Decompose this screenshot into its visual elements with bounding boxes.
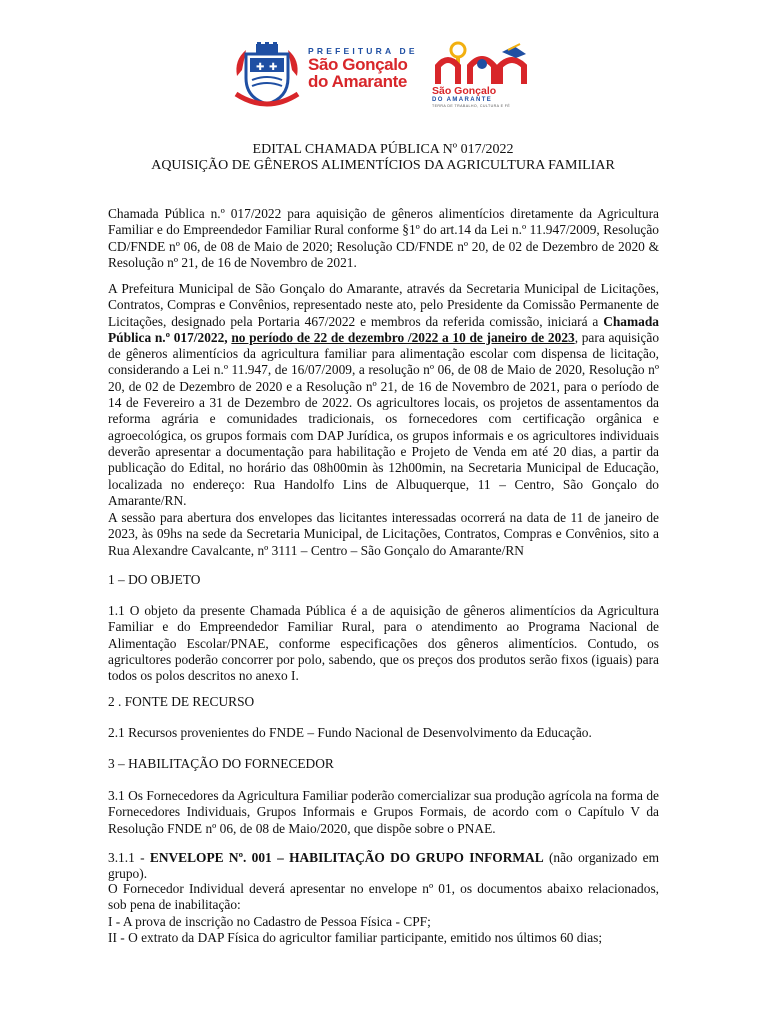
header-logos [232,40,532,112]
objeto-paragraph: 1.1 O objeto da presente Chamada Pública é a de aquisição de gêneros alimentícios da Agricultura Familiar e do Empreendedor Familiar Rural, para o atendimento ao Programa Nacional de Alimentação Escolar/PNAE, conforme especificações dos gêneros alimentícios. Contudo, os agricultores poderão concorrer por polo, sabendo, que os preços dos produtos serão fixos (iguais) para todos os polos descritos no anexo I. [108,603,659,684]
envelope-title: ENVELOPE Nº. 001 – HABILITAÇÃO DO GRUPO INFORMAL [149,850,544,865]
announcement-paragraph [108,281,659,509]
section-heading-habilitacao: 3 – HABILITAÇÃO DO FORNECEDOR [108,756,334,771]
announcement-text-a: A Prefeitura Municipal de São Gonçalo do Amarante, através da Secretaria Municipal de Licitações, Contratos, Compras e Convênios, representado neste ato, pelo Presidente da Comissão Permanente de Licitações, designado pela Portaria 467/2022 e membros da referida comissão, iniciará a [108,281,659,329]
city-name-line1: São Gonçalo [308,55,408,74]
emblem-tagline: TERRA DE TRABALHO, CULTURA E FÉ [432,104,511,108]
edital-subtitle: AQUISIÇÃO DE GÊNEROS ALIMENTÍCIOS DA AGRICULTURA FAMILIAR [151,158,615,173]
section-heading-fonte: 2 . FONTE DE RECURSO [108,694,255,709]
requirement-item-1: I - A prova de inscrição no Cadastro de Pessoa Física - CPF; [108,914,431,929]
envelope-heading [108,850,659,883]
envelope-number: 3.1.1 - [108,850,150,865]
city-name-line2: do Amarante [308,72,407,91]
city-coat-of-arms-icon [232,42,302,110]
requirement-item-2: II - O extrato da DAP Física do agricultor familiar participante, emitido nos últimos 60 dias; [108,930,603,945]
intro-paragraph: Chamada Pública n.º 017/2022 para aquisição de gêneros alimentícios diretamente da Agricultura Familiar e do Empreendedor Familiar Rural conforme §1º do art.14 da Lei n.º 11.947/2009, Resolução CD/FNDE nº 06, de 08 de Maio de 2020; Resolução CD/FNDE nº 20, de 02 de Dezembro de 2020 & Resolução nº 21, de 16 de Novembro de 2021. [108,206,659,270]
habilitacao-paragraph: 3.1 Os Fornecedores da Agricultura Familiar poderão comercializar sua produção agrícola na forma de Fornecedores Individuais, Grupos Informais e Grupos Formais, de acordo com o Capítulo V da Resolução FNDE nº 06, de 08 de Maio/2020, que dispõe sobre o PNAE. [108,788,659,836]
prefeitura-wordmark [308,46,438,90]
emblem-city-name: São Gonçalo [432,85,497,97]
fornecedor-paragraph: O Fornecedor Individual deverá apresentar no envelope nº 01, os documentos abaixo relacionados, sob pena de inabilitação: [108,881,659,913]
section-heading-objeto: 1 – DO OBJETO [108,572,201,587]
envelope-note: (não organizado em grupo). [108,850,659,882]
announcement-bold: Chamada Pública n.º 017/2022, [108,313,659,345]
svg-text:✚: ✚ [269,62,278,73]
announcement-text-b: , para aquisição de gêneros alimentícios da agricultura familiar para alimentação escolar com dispensa de licitação, considerando a Lei n.º 11.947, de 16/07/2009, a resolução nº 06, de 08 de Maio de 2020, Resolução nº 20, de 02 de Dezembro de 2020 e a Resolução nº 21, de 16 de Novembro de 2021, para o período de 14 de Fevereiro a 31 de Dezembro de 2022. Os agricultores locais, os projetos de assentamentos da reforma agrária e comunidades tradicionais, os fornecedores com certificação orgânica e agroecológica, os grupos formais com DAP Jurídica, os grupos informais e os agricultores individuais deverão apresentar a documentação para habilitação e Projeto de Venda em até 20 dias, a partir da publicação do Edital, no horário das 08h00min às 12h00min, na Secretaria Municipal de Educação, localizada no endereço: Rua Handolfo Lins de Albuquerque, 11 – Centro, São Gonçalo do Amarante/RN. [108,329,660,508]
announcement-period: no período de 22 de dezembro /2022 a 10 de janeiro de 2023 [231,329,575,345]
prefeitura-label: PREFEITURA DE [308,46,418,56]
emblem-caption [432,86,532,109]
emblem-city-sub: DO AMARANTE [432,97,493,103]
fonte-paragraph: 2.1 Recursos provenientes do FNDE – Fundo Nacional de Desenvolvimento da Educação. [108,725,592,740]
session-paragraph: A sessão para abertura dos envelopes das licitantes interessadas ocorrerá na data de 11 de janeiro de 2023, às 09hs na sede da Secretaria Municipal, de Licitações, Contratos, Compras e Convênios, sito a Rua Alexandre Cavalcante, nº 3111 – Centro – São Gonçalo do Amarante/RN [108,510,659,558]
edital-title: EDITAL CHAMADA PÚBLICA Nº 017/2022 [252,142,514,157]
svg-text:✚: ✚ [256,62,265,73]
